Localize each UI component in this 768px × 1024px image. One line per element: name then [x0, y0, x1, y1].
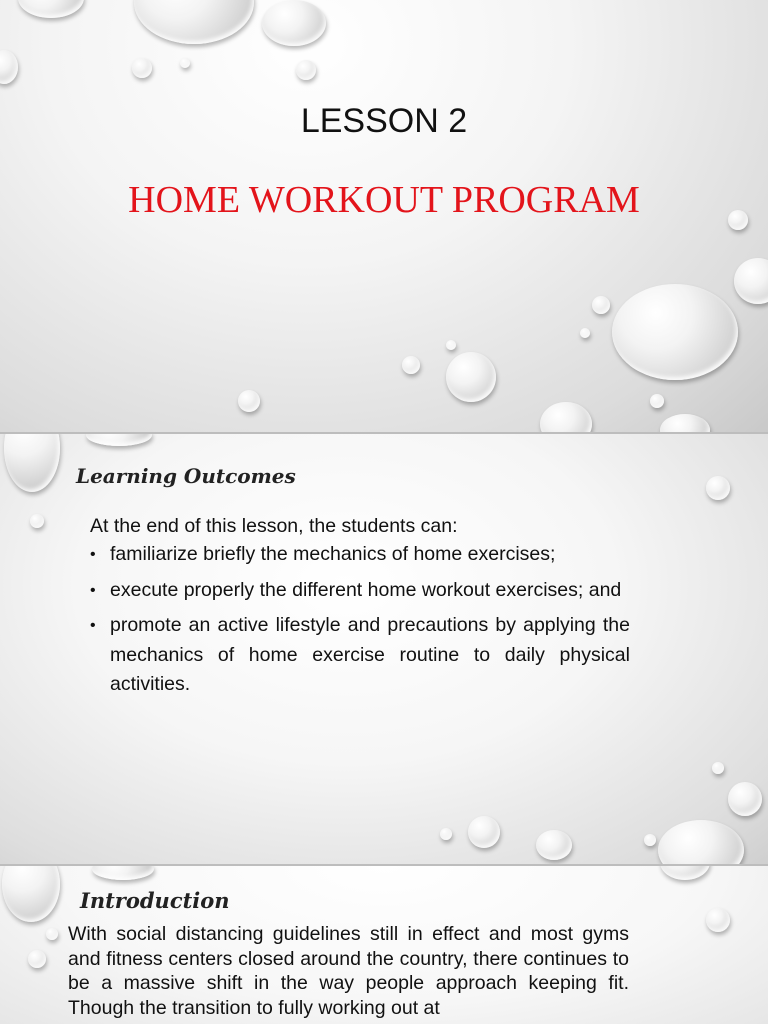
water-droplet	[468, 816, 500, 848]
water-droplet	[30, 514, 44, 528]
water-droplet	[18, 0, 84, 18]
water-droplet	[132, 58, 152, 78]
water-droplet	[650, 394, 664, 408]
water-droplet	[706, 908, 730, 932]
learning-outcomes-heading: Learning Outcomes	[76, 464, 296, 488]
outcome-text: promote an active lifestyle and precautions by applying the mechanics of home exercise routine to daily physical activities.	[110, 614, 630, 695]
water-droplet	[296, 60, 316, 80]
bullet-icon: •	[90, 581, 96, 599]
water-droplet	[262, 0, 326, 46]
water-droplet	[0, 50, 18, 84]
water-droplet	[4, 434, 60, 492]
list-item	[90, 611, 630, 700]
water-droplet	[92, 866, 154, 880]
water-droplet	[712, 762, 724, 774]
learning-outcomes-slide	[0, 434, 768, 864]
water-droplet	[706, 476, 730, 500]
lesson-subtitle: HOME WORKOUT PROGRAM	[128, 179, 640, 221]
water-droplet	[2, 866, 60, 922]
bullet-icon: •	[90, 617, 96, 634]
water-droplet	[644, 834, 656, 846]
water-droplet	[46, 928, 58, 940]
water-droplet	[180, 58, 190, 68]
bullet-icon: •	[90, 546, 96, 563]
water-droplet	[446, 352, 496, 402]
water-droplet	[592, 296, 610, 314]
title-slide	[0, 0, 768, 432]
water-droplet	[540, 402, 592, 432]
outcome-text: execute properly the different home workout exercises; and	[110, 578, 622, 601]
water-droplet	[728, 782, 762, 816]
water-droplet	[658, 820, 744, 864]
lesson-title: LESSON 2	[300, 102, 468, 140]
water-droplet	[536, 830, 572, 860]
water-droplet	[660, 414, 710, 432]
water-droplet	[660, 866, 710, 880]
water-droplet	[238, 390, 260, 412]
water-droplet	[86, 434, 152, 446]
water-droplet	[734, 258, 768, 304]
water-droplet	[612, 284, 738, 380]
water-droplet	[28, 950, 46, 968]
list-item	[90, 540, 630, 570]
introduction-paragraph: With social distancing guidelines still in effect and most gyms and fitness centers closed around the country, there continues to be a massive shift in the way people approach keeping fit. Though the transition to fully working out at	[68, 923, 629, 1019]
outcome-text: familiarize briefly the mechanics of home exercises;	[110, 543, 556, 565]
water-droplet	[580, 328, 590, 338]
water-droplet	[440, 828, 452, 840]
water-droplet	[402, 356, 420, 374]
introduction-heading: Introduction	[80, 888, 230, 913]
list-item	[90, 576, 630, 606]
introduction-slide	[0, 866, 768, 1024]
water-droplet	[134, 0, 254, 44]
learning-outcomes-intro: At the end of this lesson, the students can:	[90, 515, 458, 537]
learning-outcomes-list	[90, 540, 630, 706]
water-droplet	[446, 340, 456, 350]
